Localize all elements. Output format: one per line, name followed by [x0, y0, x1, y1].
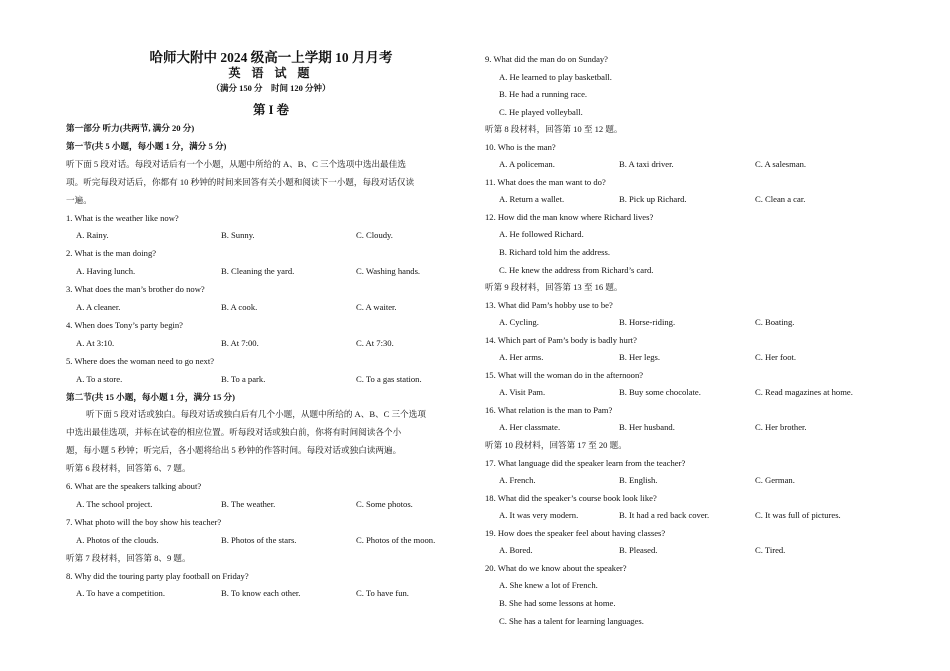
score-time-line: （满分 150 分 时间 120 分钟）: [211, 83, 331, 93]
option-a: A. Her classmate.: [499, 422, 561, 433]
option-c: C. A salesman.: [755, 159, 807, 170]
option-c: C. It was full of pictures.: [755, 510, 841, 521]
option-c: C. German.: [755, 475, 795, 486]
option-b: B. Her legs.: [619, 352, 661, 363]
option-a: A. The school project.: [76, 498, 153, 509]
option-a: A. He followed Richard.: [499, 229, 584, 240]
question-stem: 18. What did the speaker’s course book look like?: [485, 492, 657, 503]
question-options: [485, 349, 905, 367]
option-b: B. At 7:00.: [221, 337, 259, 348]
option-a: A. Bored.: [499, 545, 533, 556]
section2-instruction-line: 中选出最佳选项，并标在试卷的相应位置。听每段对话或独白前，你将有时间阅读各个小: [66, 427, 402, 438]
question-stem: 9. What did the man do on Sunday?: [485, 54, 608, 64]
question-options: [66, 532, 466, 550]
question-stem: 19. How does the speaker feel about having classes?: [485, 527, 666, 538]
option-b: B. English.: [619, 475, 658, 486]
option-a: A. It was very modern.: [499, 510, 579, 521]
option-a: A. At 3:10.: [76, 337, 115, 348]
question-stem: 3. What does the man’s brother do now?: [66, 284, 205, 295]
question-options: [66, 299, 466, 317]
question-stem: 14. Which part of Pam’s body is badly hurt?: [485, 334, 637, 345]
option-b: B. Pick up Richard.: [619, 194, 687, 205]
option-b: B. Sunny.: [221, 230, 255, 241]
option-c: C. Her foot.: [755, 352, 797, 363]
section1-heading: 第一节(共 5 小题，每小题 1 分，满分 5 分): [66, 140, 227, 151]
option-a: A. She knew a lot of French.: [499, 580, 598, 591]
left-column: [66, 50, 466, 603]
question-stem: 12. How did the man know where Richard lives?: [485, 211, 654, 222]
option-b: B. Pleased.: [619, 545, 658, 556]
question-options: [485, 156, 905, 174]
option-c: C. To have fun.: [356, 588, 409, 599]
option-a: A. Her arms.: [499, 352, 544, 363]
question-stem: 5. Where does the woman need to go next?: [66, 355, 215, 366]
question-options: [66, 585, 466, 603]
option-c: C. Clean a car.: [755, 194, 806, 205]
question-options: [485, 542, 905, 560]
option-c: C. A waiter.: [356, 302, 397, 313]
material-note: 听第 6 段材料，回答第 6、7 题。: [66, 463, 191, 474]
option-c: C. At 7:30.: [356, 337, 394, 348]
option-c: C. Her brother.: [755, 422, 807, 433]
option-c: C. Tired.: [755, 545, 786, 556]
option-b: B. He had a running race.: [499, 89, 588, 100]
question-options: [485, 472, 905, 490]
option-a: A. Return a wallet.: [499, 194, 565, 205]
question-options: [66, 496, 466, 514]
option-c: C. Photos of the moon.: [356, 534, 436, 545]
section1-instruction-line: 项。听完每段对话后，你都有 10 秒钟的时间来回答有关小题和阅读下一小题，每段对话仅读: [66, 176, 415, 187]
option-a: A. Photos of the clouds.: [76, 534, 159, 545]
option-b: B. She had some lessons at home.: [499, 597, 616, 608]
option-a: A. Having lunch.: [76, 266, 136, 277]
section1-instruction-line: 听下面 5 段对话。每段对话后有一个小题，从题中所给的 A、B、C 三个选项中选出最佳选: [66, 158, 406, 169]
option-c: C. Cloudy.: [356, 230, 393, 241]
option-c: C. To a gas station.: [356, 373, 422, 384]
option-c: C. He knew the address from Richard’s card.: [499, 264, 654, 275]
material-note: 听第 10 段材料，回答第 17 至 20 题。: [485, 440, 627, 451]
question-stem: 11. What does the man want to do?: [485, 176, 606, 187]
question-stem: 8. Why did the touring party play football on Friday?: [66, 570, 249, 581]
option-a: A. To a store.: [76, 373, 123, 384]
question-stem: 10. Who is the man?: [485, 141, 556, 152]
option-b: B. Her husband.: [619, 422, 675, 433]
question-stem: 15. What will the woman do in the afternoon?: [485, 369, 644, 380]
option-a: A. A cleaner.: [76, 302, 121, 313]
option-a: A. Visit Pam.: [499, 387, 546, 398]
question-options: [485, 314, 905, 332]
right-column: [485, 51, 905, 630]
material-note: 听第 7 段材料，回答第 8、9 题。: [66, 552, 191, 563]
option-a: A. French.: [499, 475, 536, 486]
option-c: C. Washing hands.: [356, 266, 421, 277]
option-b: B. To a park.: [221, 373, 266, 384]
option-a: A. Cycling.: [499, 317, 539, 328]
question-stem: 17. What language did the speaker learn from the teacher?: [485, 457, 686, 468]
question-stem: 20. What do we know about the speaker?: [485, 562, 627, 573]
section2-instruction-line: 题，每小题 5 秒钟；听完后，各小题将给出 5 秒钟的作答时间。每段对话或独白读两遍。: [66, 445, 402, 456]
question-stem: 13. What did Pam’s hobby use to be?: [485, 299, 613, 310]
question-options: [66, 263, 466, 281]
option-c: C. Read magazines at home.: [755, 387, 853, 398]
option-b: B. A cook.: [221, 302, 258, 313]
question-options: [66, 371, 466, 389]
question-stem: 6. What are the speakers talking about?: [66, 481, 202, 492]
material-note: 听第 8 段材料，回答第 10 至 12 题。: [485, 124, 623, 135]
question-stem: 4. When does Tony’s party begin?: [66, 319, 183, 330]
option-b: B. Richard told him the address.: [499, 247, 610, 258]
exam-title: 哈师大附中 2024 级高一上学期 10 月月考: [149, 50, 393, 65]
question-options: [485, 384, 905, 402]
question-stem: 7. What photo will the boy show his teacher?: [66, 516, 222, 527]
question-options: [485, 419, 905, 437]
option-b: B. Horse-riding.: [619, 317, 676, 328]
material-note: 听第 9 段材料，回答第 13 至 16 题。: [485, 282, 623, 293]
option-c: C. Some photos.: [356, 498, 413, 509]
exam-subtitle: 英 语 试 题: [228, 66, 314, 80]
option-b: B. The weather.: [221, 498, 276, 509]
option-b: B. To know each other.: [221, 588, 301, 599]
option-c: C. She has a talent for learning languages.: [499, 615, 644, 626]
question-stem: 16. What relation is the man to Pam?: [485, 404, 613, 415]
option-b: B. Photos of the stars.: [221, 534, 297, 545]
section1-instruction-line: 一遍。: [66, 194, 92, 205]
section2-instruction-line: 听下面 5 段对话或独白。每段对话或独白后有几个小题，从题中所给的 A、B、C 三个选项: [86, 409, 426, 420]
option-a: A. To have a competition.: [76, 588, 165, 599]
question-options: [66, 335, 466, 353]
option-a: A. Rainy.: [76, 230, 109, 241]
question-stem: 2. What is the man doing?: [66, 248, 157, 259]
question-options: [485, 191, 905, 209]
part1-heading: 第一部分 听力(共两节, 满分 20 分): [66, 123, 195, 133]
option-c: C. He played volleyball.: [499, 106, 583, 117]
option-b: B. It had a red back cover.: [619, 510, 710, 521]
option-a: A. A policeman.: [499, 159, 555, 170]
question-options: [66, 227, 466, 245]
question-options: [485, 507, 905, 525]
option-a: A. He learned to play basketball.: [499, 71, 612, 82]
option-b: B. Cleaning the yard.: [221, 266, 295, 277]
option-c: C. Boating.: [755, 317, 795, 328]
option-b: B. A taxi driver.: [619, 159, 674, 170]
option-b: B. Buy some chocolate.: [619, 387, 701, 398]
section2-heading: 第二节(共 15 小题，每小题 1 分，满分 15 分): [66, 391, 236, 402]
question-stem: 1. What is the weather like now?: [66, 212, 179, 223]
volume-heading: 第 I 卷: [252, 103, 290, 117]
